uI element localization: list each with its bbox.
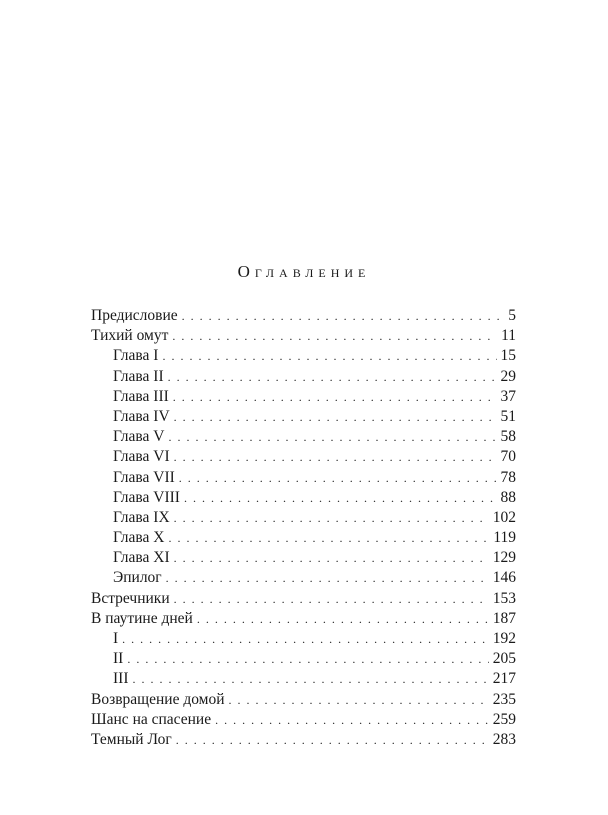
toc-entry-page: 37: [500, 387, 516, 405]
toc-entry-vozvrashchenie-domoy: [91, 690, 516, 710]
toc-entry-label: Темный Лог: [91, 730, 172, 748]
dot-leader: [174, 508, 489, 528]
toc-entry-chapter-7: [91, 468, 516, 488]
toc-entry-label: Глава VII: [113, 468, 175, 486]
toc-entry-label: III: [113, 670, 129, 688]
toc-entry-label: Глава IV: [113, 407, 170, 425]
toc-entry-page: 70: [500, 448, 516, 466]
toc-entry-part-3: [91, 669, 516, 689]
toc-entry-epilogue: [91, 568, 516, 588]
table-of-contents: [91, 306, 516, 750]
toc-entry-v-pautine-dney: [91, 609, 516, 629]
dot-leader: [127, 649, 488, 669]
toc-entry-label: Предисловие: [91, 307, 178, 324]
toc-entry-preface: [91, 306, 516, 326]
dot-leader: [174, 407, 497, 427]
toc-entry-chapter-1: [91, 346, 516, 366]
toc-entry-page: 29: [500, 367, 516, 385]
toc-entry-label: Глава XI: [113, 549, 170, 567]
toc-entry-page: 283: [492, 730, 516, 748]
toc-entry-page: 5: [508, 307, 516, 324]
toc-entry-page: 102: [492, 508, 516, 526]
toc-entry-tikhiy-omut: [91, 326, 516, 346]
dot-leader: [174, 589, 489, 609]
toc-entry-shans-na-spasenie: [91, 710, 516, 730]
toc-entry-page: 205: [492, 650, 516, 668]
dot-leader: [122, 629, 489, 649]
dot-leader: [174, 548, 489, 568]
toc-entry-page: 129: [492, 549, 516, 567]
toc-entry-chapter-6: [91, 447, 516, 467]
toc-entry-page: 217: [492, 670, 516, 688]
toc-entry-page: 235: [492, 690, 516, 708]
toc-entry-chapter-8: [91, 488, 516, 508]
toc-entry-chapter-9: [91, 508, 516, 528]
dot-leader: [182, 306, 505, 326]
toc-entry-label: Тихий омут: [91, 327, 169, 345]
toc-entry-chapter-3: [91, 387, 516, 407]
dot-leader: [166, 568, 489, 588]
toc-entry-temnyy-log: [91, 730, 516, 750]
dot-leader: [173, 387, 497, 407]
toc-entry-label: В паутине дней: [91, 609, 193, 627]
toc-entry-page: 192: [492, 630, 516, 647]
toc-entry-part-2: [91, 649, 516, 669]
dot-leader: [197, 609, 489, 629]
toc-entry-label: Эпилог: [113, 569, 162, 587]
toc-entry-page: 15: [500, 347, 516, 365]
dot-leader: [168, 528, 489, 548]
toc-entry-page: 187: [492, 609, 516, 627]
toc-entry-page: 259: [492, 710, 516, 728]
toc-entry-chapter-5: [91, 427, 516, 447]
toc-entry-label: Глава IX: [113, 508, 170, 526]
toc-entry-label: Встречники: [91, 589, 170, 607]
dot-leader: [168, 427, 496, 447]
toc-entry-label: Глава X: [113, 529, 165, 547]
dot-leader: [229, 690, 489, 710]
toc-entry-chapter-4: [91, 407, 516, 427]
toc-entry-page: 119: [493, 529, 516, 547]
toc-entry-chapter-2: [91, 367, 516, 387]
toc-entry-page: 78: [500, 468, 516, 486]
toc-entry-page: 51: [500, 407, 516, 425]
dot-leader: [176, 730, 489, 750]
toc-entry-chapter-11: [91, 548, 516, 568]
toc-entry-label: Глава I: [113, 347, 159, 365]
dot-leader: [133, 669, 489, 689]
dot-leader: [168, 367, 497, 387]
toc-entry-label: Возвращение домой: [91, 690, 225, 708]
toc-entry-vstrechniki: [91, 589, 516, 609]
toc-entry-label: Глава II: [113, 367, 164, 385]
toc-entry-label: Глава V: [113, 428, 165, 446]
toc-entry-page: 146: [492, 569, 516, 587]
toc-entry-chapter-10: [91, 528, 516, 548]
toc-entry-page: 11: [501, 327, 516, 345]
dot-leader: [162, 346, 496, 366]
toc-entry-part-1: [91, 629, 516, 649]
toc-entry-label: Глава VIII: [113, 488, 180, 506]
toc-entry-label: II: [113, 650, 124, 668]
dot-leader: [184, 488, 497, 508]
toc-entry-page: 88: [500, 488, 516, 506]
toc-title: Оглавление: [237, 262, 371, 281]
dot-leader: [215, 710, 489, 730]
dot-leader: [172, 326, 497, 346]
toc-entry-label: Глава VI: [113, 448, 170, 466]
toc-entry-page: 153: [492, 589, 516, 607]
toc-entry-label: I: [113, 630, 119, 647]
toc-entry-label: Глава III: [113, 387, 169, 405]
dot-leader: [179, 468, 497, 488]
toc-entry-label: Шанс на спасение: [91, 710, 212, 728]
dot-leader: [174, 447, 497, 467]
toc-entry-page: 58: [500, 428, 516, 446]
